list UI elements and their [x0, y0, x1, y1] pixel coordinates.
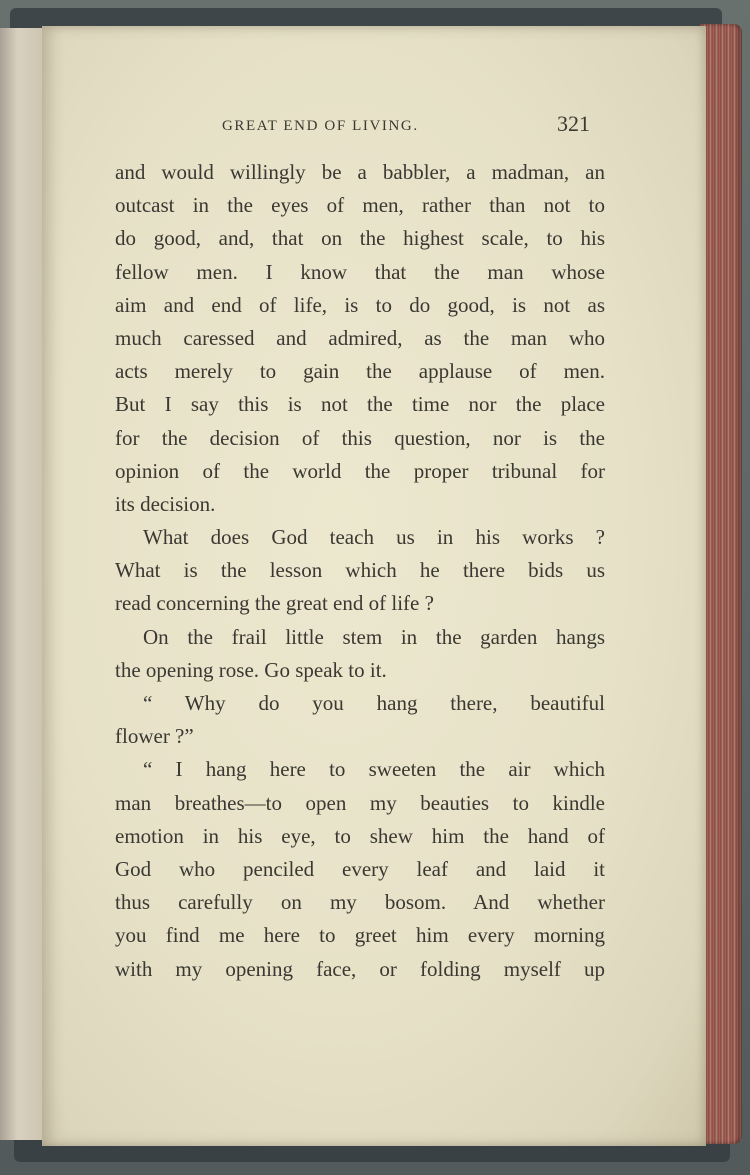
- text-line: But I say this is not the time nor the place: [115, 392, 605, 417]
- text-line: for the decision of this question, nor is the: [115, 425, 605, 450]
- text-line: man breathes—to open my beauties to kindle: [115, 790, 605, 815]
- text-line: aim and end of life, is to do good, is not as: [115, 292, 605, 317]
- text-line: emotion in his eye, to shew him the hand of: [115, 823, 605, 848]
- text-line: God who penciled every leaf and laid it: [115, 856, 605, 881]
- text-line: “ I hang here to sweeten the air which: [143, 757, 605, 782]
- text-line: fellow men. I know that the man whose: [115, 259, 605, 284]
- text-line: What does God teach us in his works ?: [143, 525, 605, 550]
- page-block-edges: [700, 24, 742, 1144]
- text-line: acts merely to gain the applause of men.: [115, 359, 605, 384]
- text-line: outcast in the eyes of men, rather than not to: [115, 193, 605, 218]
- running-title: GREAT END OF LIVING.: [222, 118, 419, 134]
- text-line: thus carefully on my bosom. And whether: [115, 890, 605, 915]
- text-line: On the frail little stem in the garden hangs: [143, 624, 605, 649]
- running-head: [42, 111, 706, 140]
- text-line: with my opening face, or folding myself up: [115, 956, 605, 981]
- text-line: do good, and, that on the highest scale, to his: [115, 226, 605, 251]
- text-line: its decision.: [115, 491, 216, 516]
- text-line: and would willingly be a babbler, a madman, an: [115, 160, 605, 184]
- facing-page-edge: [0, 28, 45, 1140]
- book-page: [42, 26, 706, 1146]
- text-line: opinion of the world the proper tribunal for: [115, 458, 605, 483]
- text-line: flower ?”: [115, 724, 194, 749]
- text-line: the opening rose. Go speak to it.: [115, 657, 387, 682]
- text-line: “ Why do you hang there, beautiful: [143, 691, 605, 715]
- text-line: you find me here to greet him every morning: [115, 923, 605, 948]
- text-line: read concerning the great end of life ?: [115, 591, 434, 616]
- text-line: much caressed and admired, as the man who: [115, 325, 605, 350]
- body-text: [115, 156, 605, 986]
- page-number: 321: [557, 111, 590, 136]
- text-line: What is the lesson which he there bids us: [115, 558, 605, 583]
